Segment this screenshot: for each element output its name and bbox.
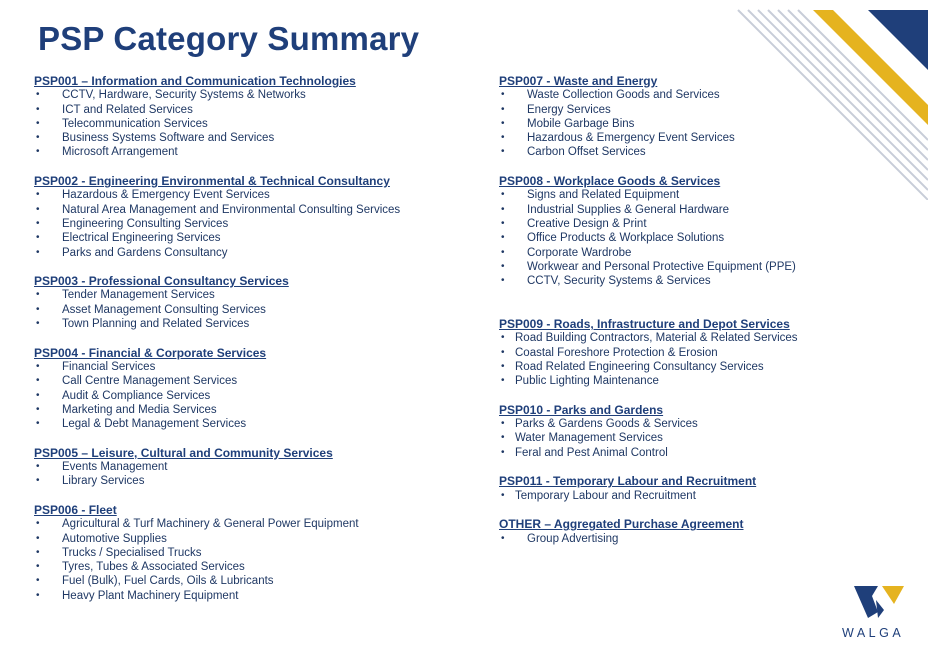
list-item: • Creative Design & Print xyxy=(501,217,647,230)
list-item: • Signs and Related Equipment xyxy=(501,189,680,202)
list-item: • Natural Area Management and Environmental Consulting Services xyxy=(36,203,401,216)
section-psp007 xyxy=(499,74,919,160)
list-item: • Tyres, Tubes & Associated Services xyxy=(36,561,245,574)
list-item: • Water Management Services xyxy=(501,432,663,445)
section-psp009 xyxy=(499,317,919,388)
list-item: • Fuel (Bulk), Fuel Cards, Oils & Lubricants xyxy=(36,575,274,588)
list-item: • Group Advertising xyxy=(501,532,619,545)
list-item: • CCTV, Security Systems & Services xyxy=(501,275,711,288)
section-psp008 xyxy=(499,174,919,288)
list-item: • Office Products & Workplace Solutions xyxy=(501,232,725,245)
walga-logo-text: WALGA xyxy=(842,626,905,640)
list-item: • Energy Services xyxy=(501,103,611,116)
section-psp011 xyxy=(499,474,919,503)
list-item: • Legal & Debt Management Services xyxy=(36,418,247,431)
section-other xyxy=(499,517,919,546)
list-item: • Tender Management Services xyxy=(36,289,215,302)
item-list xyxy=(34,460,474,489)
section-psp003 xyxy=(34,274,474,331)
list-item: • Road Building Contractors, Material & Related Services xyxy=(501,332,798,345)
item-list xyxy=(34,288,474,331)
section-psp010 xyxy=(499,403,919,460)
list-item: • Waste Collection Goods and Services xyxy=(501,89,720,102)
section-psp002 xyxy=(34,174,474,260)
left-column xyxy=(34,74,474,603)
section-heading: PSP009 - Roads, Infrastructure and Depot Services xyxy=(499,317,790,332)
section-heading: OTHER – Aggregated Purchase Agreement xyxy=(499,517,744,532)
list-item: • ICT and Related Services xyxy=(36,103,193,116)
list-item: • Public Lighting Maintenance xyxy=(501,375,659,388)
list-item: • CCTV, Hardware, Security Systems & Networks xyxy=(36,89,306,102)
section-psp006 xyxy=(34,503,474,603)
list-item: • Parks and Gardens Consultancy xyxy=(36,246,228,259)
list-item: • Agricultural & Turf Machinery & General Power Equipment xyxy=(36,518,359,531)
section-heading: PSP008 - Workplace Goods & Services xyxy=(499,174,721,189)
list-item: • Audit & Compliance Services xyxy=(36,389,211,402)
list-item: • Financial Services xyxy=(36,360,156,373)
item-list xyxy=(499,88,919,159)
list-item: • Carbon Offset Services xyxy=(501,146,646,159)
list-item: • Road Related Engineering Consultancy Services xyxy=(501,360,764,373)
list-item: • Library Services xyxy=(36,475,145,488)
item-list xyxy=(499,188,919,288)
section-heading: PSP001 – Information and Communication Technologies xyxy=(34,74,356,88)
item-list xyxy=(34,360,474,431)
list-item: • Temporary Labour and Recruitment xyxy=(501,489,696,502)
item-list xyxy=(34,188,474,259)
item-list xyxy=(34,88,474,159)
right-column xyxy=(499,74,919,546)
list-item: • Heavy Plant Machinery Equipment xyxy=(36,589,239,602)
section-heading: PSP002 - Engineering Environmental & Technical Consultancy xyxy=(34,174,390,189)
section-heading: PSP005 – Leisure, Cultural and Community Services xyxy=(34,445,333,460)
list-item: • Workwear and Personal Protective Equipment (PPE) xyxy=(501,260,796,273)
page-title: PSP Category Summary xyxy=(38,20,420,57)
section-heading: PSP007 - Waste and Energy xyxy=(499,74,658,88)
item-list xyxy=(499,331,919,388)
list-item: • Industrial Supplies & General Hardware xyxy=(501,203,729,216)
list-item: • Electrical Engineering Services xyxy=(36,232,221,245)
list-item: • Hazardous & Emergency Event Services xyxy=(36,189,270,202)
list-item: • Telecommunication Services xyxy=(36,117,208,130)
section-heading: PSP004 - Financial & Corporate Services xyxy=(34,345,267,360)
list-item: • Feral and Pest Animal Control xyxy=(501,446,668,459)
list-item: • Trucks / Specialised Trucks xyxy=(36,546,202,559)
item-list xyxy=(499,489,919,503)
section-psp004 xyxy=(34,346,474,432)
list-item: • Asset Management Consulting Services xyxy=(36,303,266,316)
section-heading: PSP010 - Parks and Gardens xyxy=(499,402,664,417)
item-list xyxy=(499,532,919,546)
section-psp005 xyxy=(34,446,474,489)
section-heading: PSP011 - Temporary Labour and Recruitment xyxy=(499,474,757,489)
list-item: • Parks & Gardens Goods & Services xyxy=(501,418,698,431)
list-item: • Microsoft Arrangement xyxy=(36,146,178,159)
section-heading: PSP006 - Fleet xyxy=(34,502,117,517)
list-item: • Events Management xyxy=(36,461,168,474)
item-list xyxy=(34,517,474,603)
list-item: • Business Systems Software and Services xyxy=(36,132,275,145)
list-item: • Town Planning and Related Services xyxy=(36,318,250,331)
section-heading: PSP003 - Professional Consultancy Services xyxy=(34,274,289,289)
section-psp001 xyxy=(34,74,474,160)
list-item: • Automotive Supplies xyxy=(36,532,167,545)
list-item: • Marketing and Media Services xyxy=(36,403,217,416)
list-item: • Coastal Foreshore Protection & Erosion xyxy=(501,346,718,359)
list-item: • Mobile Garbage Bins xyxy=(501,117,635,130)
list-item: • Hazardous & Emergency Event Services xyxy=(501,132,735,145)
item-list xyxy=(499,417,919,460)
list-item: • Corporate Wardrobe xyxy=(501,246,632,259)
list-item: • Call Centre Management Services xyxy=(36,375,238,388)
list-item: • Engineering Consulting Services xyxy=(36,217,229,230)
